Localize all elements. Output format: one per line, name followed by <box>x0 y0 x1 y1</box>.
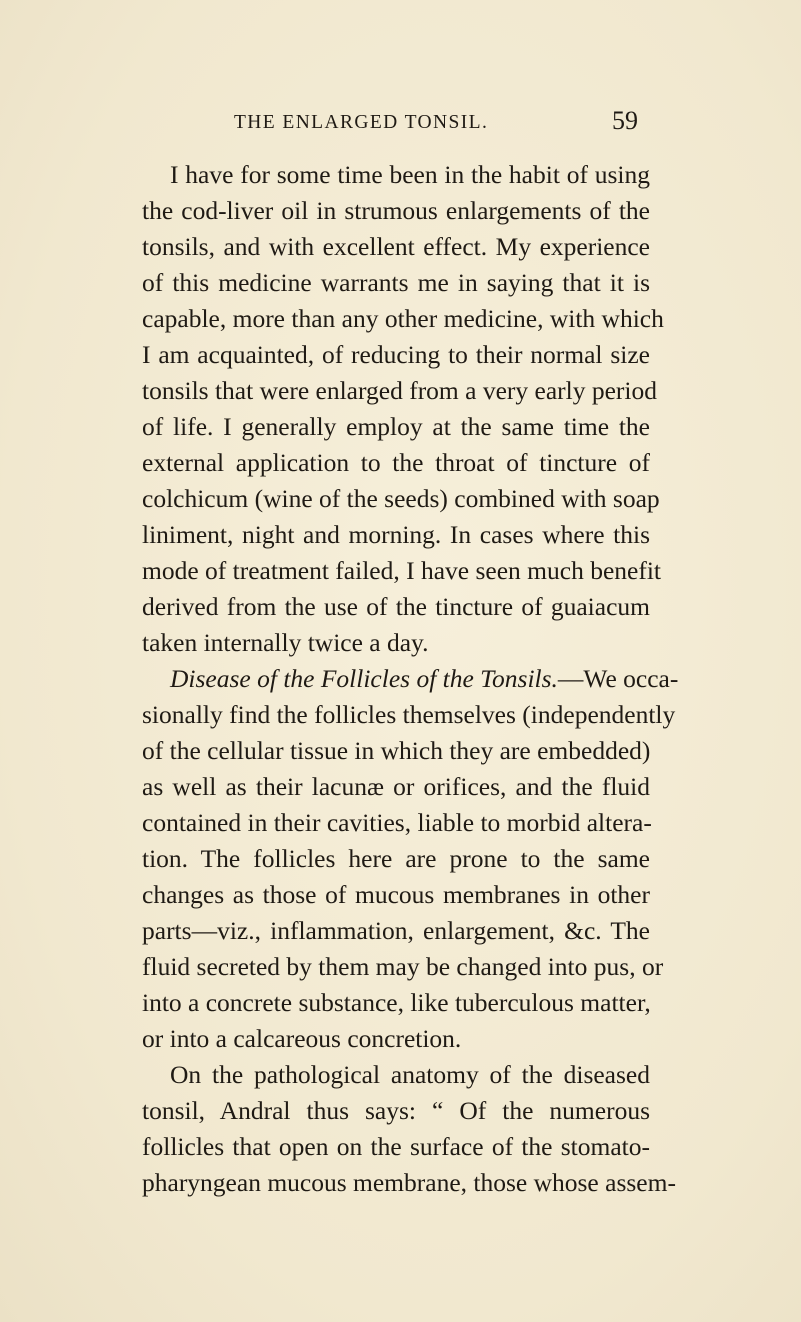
text-line: derived from the use of the tincture of guaiacum <box>142 592 650 621</box>
running-header <box>0 106 801 142</box>
text-line: liniment, night and morning. In cases where this <box>142 520 650 549</box>
text-line: colchicum (wine of the seeds) combined with soap <box>142 484 660 513</box>
text-line: tonsils that were enlarged from a very early period <box>142 376 658 405</box>
text-line: changes as those of mucous membranes in other <box>142 880 650 909</box>
page-number: 59 <box>612 106 638 135</box>
text-line: as well as their lacunæ or orifices, and the fluid <box>142 772 650 801</box>
text-line: mode of treatment failed, I have seen much benefit <box>142 556 661 585</box>
text-line: tonsil, Andral thus says: “ Of the numerous <box>142 1096 650 1125</box>
text-line: I am acquainted, of reducing to their normal size <box>142 340 650 369</box>
running-title: THE ENLARGED TONSIL. <box>234 112 489 133</box>
text-line: follicles that open on the surface of the stomato- <box>142 1132 650 1161</box>
text-line: On the pathological anatomy of the diseased <box>170 1060 650 1089</box>
text-line: of the cellular tissue in which they are embedded) <box>142 736 651 765</box>
text-line: the cod-liver oil in strumous enlargements of the <box>142 196 650 225</box>
text-line: parts—viz., inflammation, enlargement, &c. The <box>142 916 650 945</box>
section-heading: Disease of the Follicles of the Tonsils. <box>170 664 558 693</box>
text-line: pharyngean mucous membrane, those whose assem- <box>142 1168 676 1197</box>
text-line: into a concrete substance, like tuberculous matter, <box>142 988 651 1017</box>
text-line: of this medicine warrants me in saying that it is <box>142 268 650 297</box>
text-line: contained in their cavities, liable to morbid altera- <box>142 808 652 837</box>
text-line: or into a calcareous concretion. <box>142 1024 462 1053</box>
text-line: sionally find the follicles themselves (independently <box>142 700 676 729</box>
heading-continuation: —We occa- <box>557 664 679 693</box>
section-heading-line <box>170 660 679 698</box>
text-line: taken internally twice a day. <box>142 628 429 657</box>
text-line: of life. I generally employ at the same time the <box>142 412 650 441</box>
text-line: tion. The follicles here are prone to the same <box>142 844 650 873</box>
text-line: external application to the throat of tincture of <box>142 448 650 477</box>
text-line: I have for some time been in the habit of using <box>170 160 650 189</box>
text-line: capable, more than any other medicine, with which <box>142 304 664 333</box>
text-line: fluid secreted by them may be changed into pus, or <box>142 952 664 981</box>
text-line: tonsils, and with excellent effect. My experience <box>142 232 650 261</box>
